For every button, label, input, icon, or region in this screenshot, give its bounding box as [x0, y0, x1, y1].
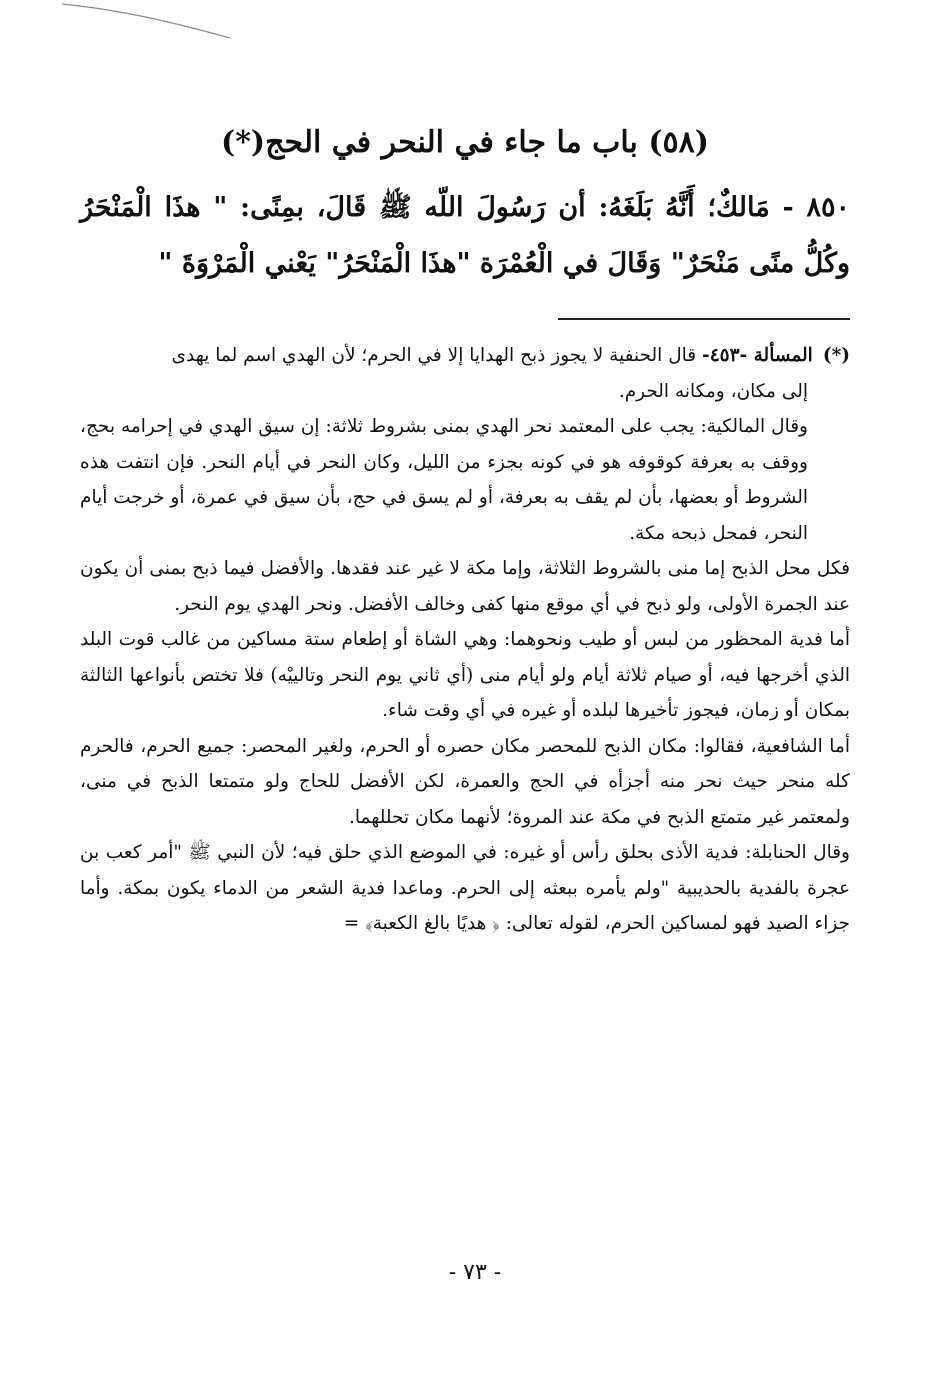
hadith-text: ٨٥٠ - مَالكٌ؛ أَنَّهُ بَلَغَهُ: أن رَسُولَ اللّه ﷺ قَالَ، بمِنًى: " هذَا الْمَنْحَرُ وكُلُّ منًى مَنْحَرٌ" وَقَالَ في الْعُمْرَة "هذَا الْمَنْحَرُ" يَعْني الْمَرْوَةَ " — [80, 192, 850, 279]
footnote-mark: (*) — [822, 345, 850, 366]
footnote-paragraph: وقال المالكية: يجب على المعتمد نحر الهدي بمنى بشروط ثلاثة: إن سيق الهدي في إحرامه بحج، ووقف به بعرفة كوقوفه هو في كونه بجزء من الليل، وكان النحر في أيام النحر. فإن انتفت هذه الشروط أو بعضها، بأن لم يقف به بعرفة، أو لم يسق في حج، بأن سيق في عمرة، أو خرجت أيام النحر، فمحل ذبحه مكة. — [80, 416, 808, 544]
footnote-intro-continuation: إلى مكان، ومكانه الحرم. — [618, 380, 808, 402]
footnote-intro — [80, 338, 850, 374]
footnote-paragraph: وقال الحنابلة: فدية الأذى بحلق رأس أو غيره: في الموضع الذي حلق فيه؛ لأن النبي ﷺ "أمر كعب بن عجرة بالفدية بالحديبية "ولم يأمره ببعثه إلى الحرم. وماعدا فدية الشعر من الدماء يكون بمكة. وأما جزاء الصيد فهو لمساكين الحرم، لقوله تعالى: ﴿ هديًا بالغ الكعبة﴾ = — [80, 842, 850, 934]
footnote-paragraph: أما فدية المحظور من لبس أو طيب ونحوهما: وهي الشاة أو إطعام ستة مساكين من غالب قوت البلد الذي أخرجها فيه، أو صيام ثلاثة أيام ولو أيام منى (أي ثاني يوم النحر وتالييْه) فلا تختص بأنواعها الثالثة بمكان أو زمان، فيجوز تأخيرها لبلده أو غيره في أي وقت شاء. — [80, 629, 850, 721]
footnote-intro-text: قال الحنفية لا يجوز ذبح الهدايا إلا في الحرم؛ لأن الهدي اسم لما يهدى — [171, 345, 697, 366]
footnote-label: المسألة -٤٥٣- — [702, 345, 813, 366]
page-content — [80, 118, 850, 942]
page-number: - ٧٣ - — [448, 1260, 502, 1285]
chapter-title: (٥٨) باب ما جاء في النحر في الحج(*) — [221, 125, 709, 160]
footnote-paragraph: أما الشافعية، فقالوا: مكان الذبح للمحصر مكان حصره أو الحرم، ولغير المحصر: جميع الحرم، فالحرم كله منحر حيث نحر منه أجزأه في الحج والعمرة، لكن الأفضل للحاج ولو متمتعا الذبح في منى، ولمعتمر غير متمتع الذبح في مكة عند المروة؛ لأنهما مكان تحللهما. — [80, 735, 850, 828]
footnote — [80, 338, 850, 942]
scan-artifact-line — [62, 0, 232, 40]
footnote-separator — [558, 318, 850, 320]
footnote-paragraph: فكل محل الذبح إما منى بالشروط الثلاثة، وإما مكة لا غير عند فقدها. والأفضل فيما ذبح بمنى أن يكون عند الجمرة الأولى، ولو ذبح في أي موقع منها كفى وخالف الأفضل. ونحر الهدي يوم النحر. — [80, 558, 850, 615]
